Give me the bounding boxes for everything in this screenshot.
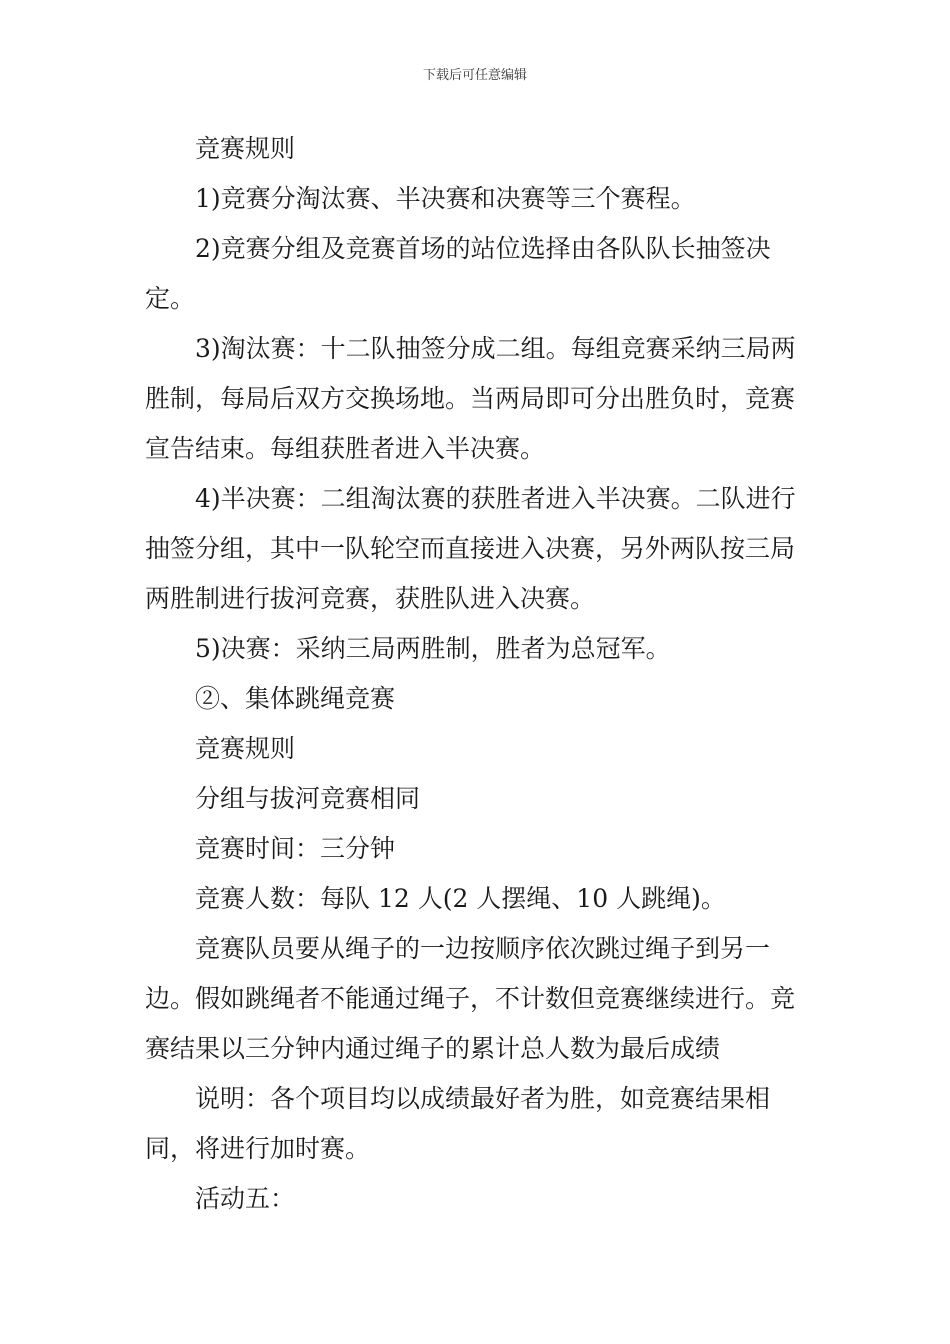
rule-item-2: 2)竞赛分组及竞赛首场的站位选择由各队队长抽签决定。 bbox=[145, 234, 771, 313]
rule-item-5: 5)决赛：采纳三局两胜制，胜者为总冠军。 bbox=[195, 634, 671, 663]
duration-text: 竞赛时间：三分钟 bbox=[195, 834, 396, 863]
section-heading-jump-rope: ②、集体跳绳竞赛 bbox=[195, 684, 396, 713]
rule-item-3: 3)淘汰赛：十二队抽签分成二组。每组竞赛采纳三局两胜制，每局后双方交换场地。当两局即可分出胜负时，竞赛宣告结束。每组获胜者进入半决赛。 bbox=[145, 334, 796, 463]
note-text: 说明：各个项目均以成绩最好者为胜，如竞赛结果相同，将进行加时赛。 bbox=[145, 1084, 771, 1163]
rule-item-1: 1)竞赛分淘汰赛、半决赛和决赛等三个赛程。 bbox=[195, 184, 696, 213]
section-heading-rules-2: 竞赛规则 bbox=[195, 734, 296, 763]
rule-item-4: 4)半决赛：二组淘汰赛的获胜者进入半决赛。二队进行抽签分组，其中一队轮空而直接进入决赛，另外两队按三局两胜制进行拔河竞赛，获胜队进入决赛。 bbox=[145, 484, 796, 613]
page-header: 下载后可任意编辑 bbox=[422, 68, 527, 83]
team-size-text: 竞赛人数：每队 12 人(2 人摆绳、10 人跳绳)。 bbox=[195, 884, 726, 913]
activity-five-heading: 活动五： bbox=[195, 1184, 296, 1213]
jump-rope-procedure: 竞赛队员要从绳子的一边按顺序依次跳过绳子到另一边。假如跳绳者不能通过绳子，不计数但竞赛继续进行。竞赛结果以三分钟内通过绳子的累计总人数为最后成绩 bbox=[145, 934, 796, 1063]
document-body bbox=[145, 124, 810, 1224]
grouping-text: 分组与拔河竞赛相同 bbox=[195, 784, 421, 813]
section-heading-rules: 竞赛规则 bbox=[195, 134, 296, 163]
